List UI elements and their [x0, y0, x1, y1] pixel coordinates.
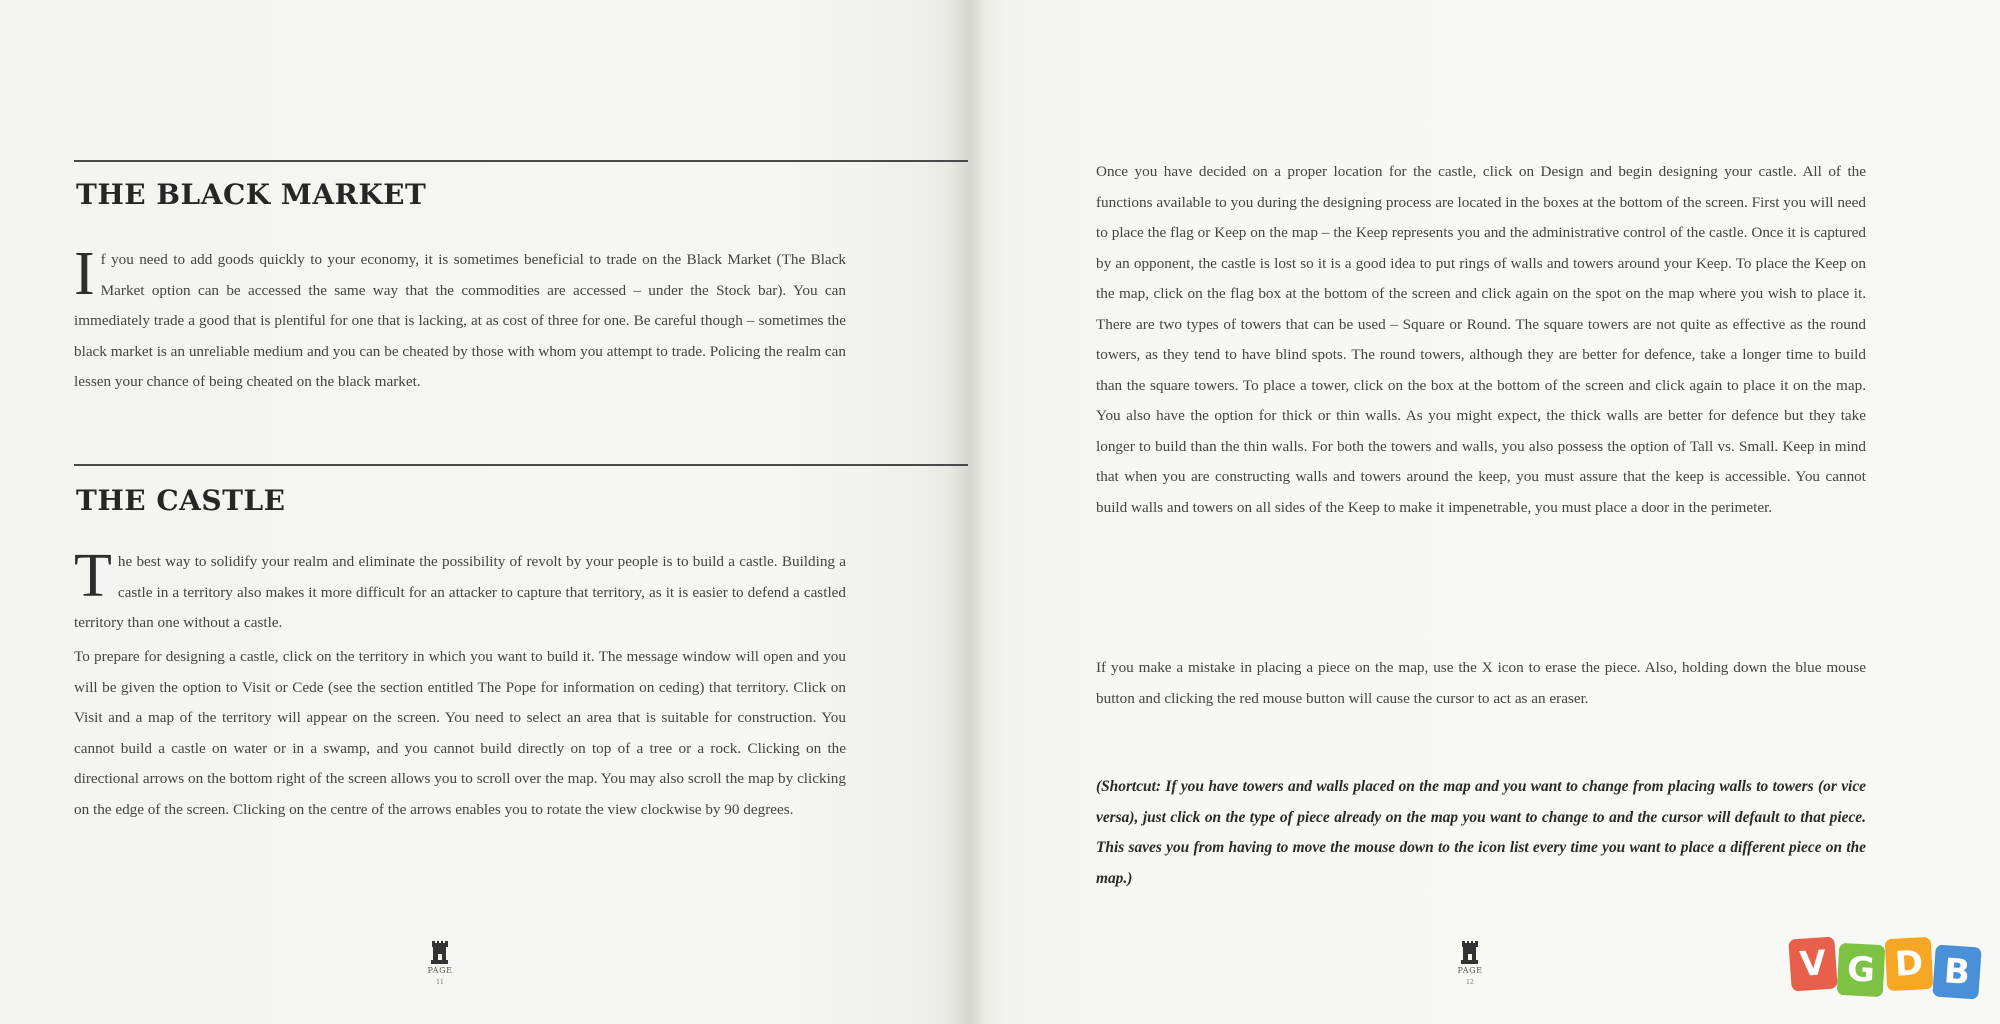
black-market-paragraph [74, 240, 846, 398]
right-page [968, 0, 2000, 1024]
book-gutter [950, 0, 986, 1024]
left-folio [410, 938, 470, 986]
page-number: 12 [1466, 979, 1474, 986]
logo-tile-d: D [1885, 937, 1934, 991]
heading-black-market: THE BLACK MARKET [76, 178, 427, 211]
vgdb-watermark-logo [1790, 938, 1990, 1004]
castle-text-1: he best way to solidify your realm and eliminate the possibility of revolt by your people is to build a castle. Building a castle in a territory also makes it more difficult for an attacker to capture that territory, as it is easier to defend a castled territory than one without a castle. [74, 553, 846, 631]
dropcap-t: T [74, 542, 112, 610]
right-folio [1440, 938, 1500, 986]
castle-paragraph-2: To prepare for designing a castle, click on the territory in which you want to build it. The message window will open and you will be given the option to Visit or Cede (see the section entitled The Pope for information on ceding) that territory. Click on Visit and a map of the territory will appear on the screen. You need to select an area that is suitable for construction. You cannot build a castle on water or in a swamp, and you cannot build directly on top of a tree or a rock. Clicking on the directional arrows on the bottom right of the screen allows you to scroll over the map. You may also scroll the map by clicking on the edge of the screen. Clicking on the centre of the arrows enables you to rotate the view clockwise by 90 degrees. [74, 648, 846, 818]
heading-castle: THE CASTLE [76, 484, 286, 517]
shortcut-note: (Shortcut: If you have towers and walls placed on the map and you want to change from placing walls to towers (or vice versa), just click on the type of piece already on the map you want to change to and the cursor will default to that piece. This saves you from having to move the mouse down to the icon list every time you want to place a different piece on the map.) [1096, 778, 1866, 887]
left-page [0, 0, 968, 1024]
eraser-paragraph: If you make a mistake in placing a piece on the map, use the X icon to erase the piece. Also, holding down the blue mouse button and clicking the red mouse button will cause the cursor to act as an eraser. [1096, 659, 1866, 707]
logo-tile-v: V [1788, 936, 1838, 991]
dropcap-i: I [74, 240, 95, 308]
black-market-text: f you need to add goods quickly to your economy, it is sometimes beneficial to trade on the Black Market (The Black Market option can be accessed the same way that the commodities are accessed – under the Stock bar). You can immediately trade a good that is plentiful for one that is lacking, at as cost of three for one. Be careful though – sometimes the black market is an unreliable medium and you can be cheated by those with whom you attempt to trade. Policing the realm can lessen your chance of being cheated on the black market. [74, 251, 846, 390]
heading-rule-castle [74, 464, 976, 466]
folio-word: PAGE [1457, 966, 1483, 975]
tower-icon [1461, 938, 1479, 964]
design-paragraph: Once you have decided on a proper location for the castle, click on Design and begin designing your castle. All of the functions available to you during the designing process are located in the boxes at the bottom of the screen. First you will need to place the flag or Keep on the map – the Keep represents you and the administrative control of the castle. Once it is captured by an opponent, the castle is lost so it is a good idea to put rings of walls and towers around your Keep. To place the Keep on the map, click on the flag box at the bottom of the screen and click again on the spot on the map where you wish to place it. There are two types of towers that can be used – Square or Round. The square towers are not quite as effective as the round towers, as they tend to have blind spots. The round towers, although they are better for defence, take a longer time to build than the square towers. To place a tower, click on the box at the bottom of the screen and click again to place it on the map. You also have the option for thick or thin walls. As you might expect, the thick walls are better for defence but they take longer to build than the thin walls. For both the towers and walls, you also possess the option of Tall vs. Small. Keep in mind that when you are constructing walls and towers around the keep, you must assure that the keep is accessible. You cannot build walls and towers on all sides of the Keep to make it impenetrable, you must place a door in the perimeter. [1096, 163, 1866, 516]
logo-tile-g: G [1837, 943, 1886, 997]
logo-tile-b: B [1932, 944, 1982, 999]
heading-rule-black-market [74, 160, 976, 162]
folio-word: PAGE [427, 966, 453, 975]
page-number: 11 [436, 979, 444, 986]
castle-paragraph-1 [74, 542, 846, 639]
tower-icon [431, 938, 449, 964]
